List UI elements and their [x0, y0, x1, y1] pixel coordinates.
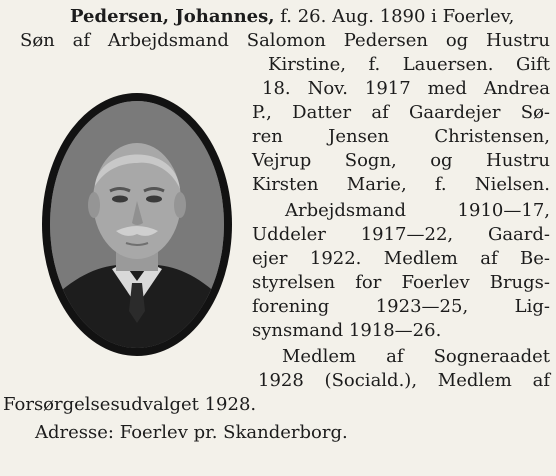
entry-line-7: Vejrup Sogn, og Hustru [252, 150, 550, 171]
entry-line-16: 1928 (Sociald.), Medlem af [258, 370, 550, 391]
entry-line-10: Uddeler 1917—22, Gaard- [252, 224, 550, 245]
entry-line-3: Kirstine, f. Lauersen. Gift [268, 54, 550, 75]
entry-line-4: 18. Nov. 1917 med Andrea [262, 78, 550, 99]
portrait-photo [50, 101, 224, 348]
entry-line-5: P., Datter af Gaardejer Sø- [252, 102, 550, 123]
entry-line-6: ren Jensen Christensen, [252, 126, 550, 147]
entry-line-2: Søn af Arbejdsmand Salomon Pedersen og Hustru [20, 30, 550, 51]
address-line: Adresse: Foerlev pr. Skanderborg. [35, 422, 348, 443]
entry-line-9: Arbejdsmand 1910—17, [285, 200, 550, 221]
entry-line-17: Forsørgelsesudvalget 1928. [3, 394, 257, 415]
entry-line-13: forening 1923—25, Lig- [252, 296, 550, 317]
entry-line-15: Medlem af Sogneraadet [282, 346, 550, 367]
entry-line-14: synsmand 1918—26. [252, 320, 442, 341]
birth-info: f. 26. Aug. 1890 i Foerlev, [280, 6, 515, 27]
entry-line-12: styrelsen for Foerlev Brugs- [252, 272, 550, 293]
entry-line-11: ejer 1922. Medlem af Be- [252, 248, 550, 269]
entry-line-8: Kirsten Marie, f. Nielsen. [252, 174, 550, 195]
entry-line-1 [70, 6, 548, 28]
person-name: Pedersen, Johannes, [70, 6, 275, 27]
